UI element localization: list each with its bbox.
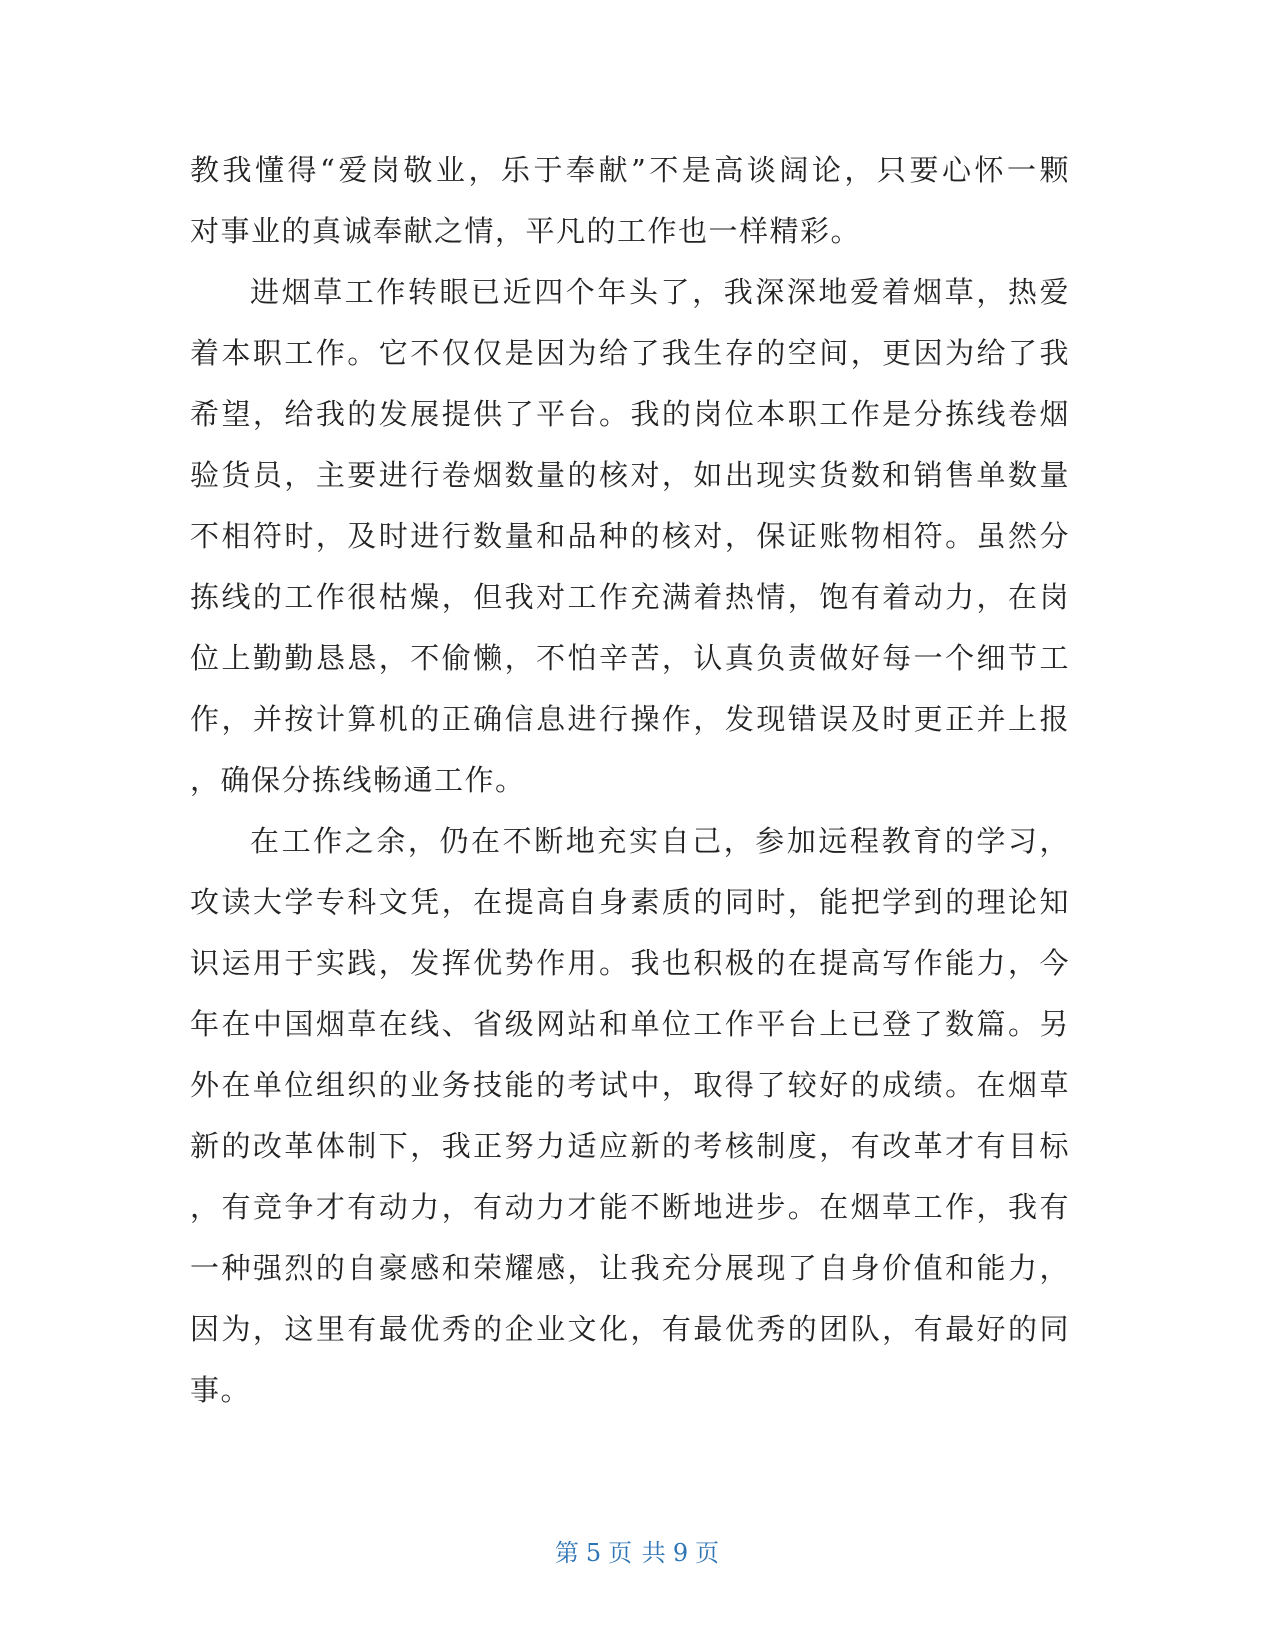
text-line: 因为，这里有最优秀的企业文化，有最优秀的团队，有最好的同 xyxy=(190,1312,1070,1346)
text-line: 新的改革体制下，我正努力适应新的考核制度，有改革才有目标 xyxy=(190,1129,1070,1163)
text-line: 外在单位组织的业务技能的考试中，取得了较好的成绩。在烟草 xyxy=(190,1068,1070,1102)
text-line: 事。 xyxy=(190,1373,252,1407)
text-line: 着本职工作。它不仅仅是因为给了我生存的空间，更因为给了我 xyxy=(190,336,1070,370)
text-line: 希望，给我的发展提供了平台。我的岗位本职工作是分拣线卷烟 xyxy=(190,397,1070,431)
body-text xyxy=(190,140,1070,1421)
current-page-number: 5 xyxy=(585,1539,603,1567)
text-line: 拣线的工作很枯燥，但我对工作充满着热情，饱有着动力，在岗 xyxy=(190,580,1070,614)
text-line: 验货员，主要进行卷烟数量的核对，如出现实货数和销售单数量 xyxy=(190,458,1070,492)
text-line: 一种强烈的自豪感和荣耀感，让我充分展现了自身价值和能力， xyxy=(190,1251,1070,1285)
page-number-footer xyxy=(0,1538,1275,1568)
text-line: 识运用于实践，发挥优势作用。我也积极的在提高写作能力，今 xyxy=(190,946,1070,980)
paragraph xyxy=(190,262,1070,811)
paragraph xyxy=(190,811,1070,1421)
footer-suffix: 页 xyxy=(695,1539,721,1567)
text-line: 作，并按计算机的正确信息进行操作，发现错误及时更正并上报 xyxy=(190,702,1070,736)
text-line: 位上勤勤恳恳，不偷懒，不怕辛苦，认真负责做好每一个细节工 xyxy=(190,641,1070,675)
text-line: 年在中国烟草在线、省级网站和单位工作平台上已登了数篇。另 xyxy=(190,1007,1070,1041)
text-line: 进烟草工作转眼已近四个年头了，我深深地爱着烟草，热爱 xyxy=(250,275,1070,309)
paragraph xyxy=(190,140,1070,262)
text-line: 对事业的真诚奉献之情，平凡的工作也一样精彩。 xyxy=(190,214,862,248)
text-line: ，有竞争才有动力，有动力才能不断地进步。在烟草工作，我有 xyxy=(190,1190,1070,1224)
text-line: 教我懂得“爱岗敬业，乐于奉献”不是高谈阔论，只要心怀一颗 xyxy=(190,153,1070,187)
footer-middle: 页 共 xyxy=(608,1539,667,1567)
text-line: 不相符时，及时进行数量和品种的核对，保证账物相符。虽然分 xyxy=(190,519,1070,553)
text-line: ，确保分拣线畅通工作。 xyxy=(190,763,526,797)
text-line: 在工作之余，仍在不断地充实自己，参加远程教育的学习， xyxy=(250,824,1070,858)
footer-prefix: 第 xyxy=(554,1539,580,1567)
total-page-number: 9 xyxy=(672,1539,690,1567)
text-line: 攻读大学专科文凭，在提高自身素质的同时，能把学到的理论知 xyxy=(190,885,1070,919)
